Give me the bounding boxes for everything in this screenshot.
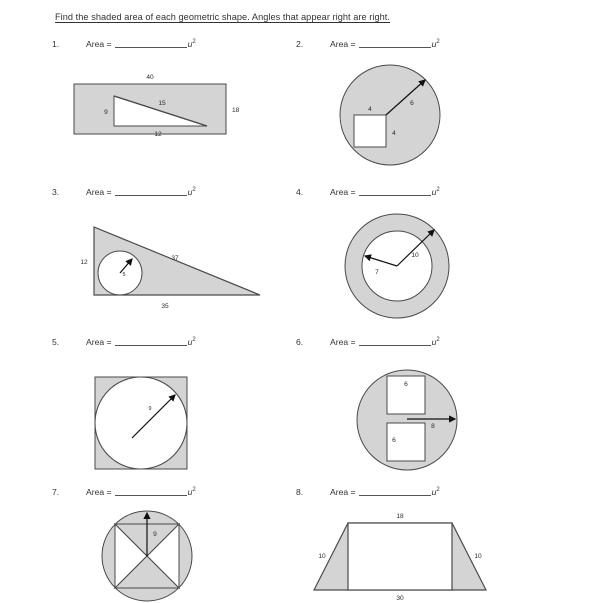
problem-prompt-1 xyxy=(52,38,196,49)
figure-7 xyxy=(85,508,215,603)
label-rect-right-1: 18 xyxy=(232,107,240,114)
problem-number-7: 7. xyxy=(52,487,60,497)
label-radius-6: 8 xyxy=(431,423,435,430)
unit-label-8: u xyxy=(431,487,437,497)
area-label-4: Area = xyxy=(330,187,356,197)
area-label-7: Area = xyxy=(86,487,112,497)
label-square-bottom-6: 6 xyxy=(392,437,396,444)
label-tri-bottom-3: 35 xyxy=(161,303,169,310)
label-inner-radius-4: 7 xyxy=(375,269,379,276)
figure-1 xyxy=(62,62,262,162)
worksheet-instructions: Find the shaded area of each geometric shape. Angles that appear right are right. xyxy=(55,12,391,22)
label-tri-hyp-3: 37 xyxy=(171,255,179,262)
figure-6 xyxy=(345,360,495,480)
unit-label-4: u xyxy=(431,187,437,197)
answer-blank-1[interactable] xyxy=(115,38,187,48)
unit-exponent-1: 2 xyxy=(192,39,196,46)
problem-prompt-5 xyxy=(52,336,196,347)
unit-label-3: u xyxy=(187,187,193,197)
unit-label-1: u xyxy=(187,39,193,49)
square-cutout-2 xyxy=(354,115,386,147)
unit-label-7: u xyxy=(187,487,193,497)
problem-prompt-2 xyxy=(296,38,440,49)
unit-exponent-2: 2 xyxy=(436,39,440,46)
answer-blank-6[interactable] xyxy=(359,336,431,346)
label-square-top-6: 6 xyxy=(404,381,408,388)
unit-exponent-5: 2 xyxy=(192,337,196,344)
label-top-8: 18 xyxy=(396,513,404,520)
label-tri-left-1: 9 xyxy=(104,109,108,116)
label-radius-7: 9 xyxy=(153,531,157,538)
label-circle-radius-3: 5 xyxy=(122,272,126,278)
label-bottom-8: 30 xyxy=(396,595,404,600)
area-label-5: Area = xyxy=(86,337,112,347)
figure-5 xyxy=(80,360,210,475)
problem-prompt-3 xyxy=(52,186,196,197)
problem-prompt-8 xyxy=(296,486,440,497)
label-tri-left-3: 12 xyxy=(80,259,88,266)
label-tri-hyp-1: 15 xyxy=(158,100,166,107)
label-square-top-2: 4 xyxy=(368,106,372,113)
problem-prompt-6 xyxy=(296,336,440,347)
problem-number-6: 6. xyxy=(296,337,304,347)
problem-number-1: 1. xyxy=(52,39,60,49)
area-label-8: Area = xyxy=(330,487,356,497)
unit-exponent-6: 2 xyxy=(436,337,440,344)
label-square-right-2: 4 xyxy=(392,130,396,137)
unit-exponent-7: 2 xyxy=(192,487,196,494)
unit-exponent-4: 2 xyxy=(436,187,440,194)
answer-blank-2[interactable] xyxy=(359,38,431,48)
figure-2 xyxy=(318,60,488,170)
figure-8 xyxy=(300,505,500,600)
answer-blank-5[interactable] xyxy=(115,336,187,346)
answer-blank-8[interactable] xyxy=(359,486,431,496)
label-radius-2: 6 xyxy=(410,100,414,107)
rectangle-cutout-8 xyxy=(348,523,452,590)
area-label-2: Area = xyxy=(330,39,356,49)
label-tri-bottom-1: 12 xyxy=(154,131,162,138)
problem-prompt-7 xyxy=(52,486,196,497)
label-circle-radius-5: 9 xyxy=(148,406,152,412)
problem-number-3: 3. xyxy=(52,187,60,197)
answer-blank-3[interactable] xyxy=(115,186,187,196)
unit-exponent-8: 2 xyxy=(436,487,440,494)
answer-blank-7[interactable] xyxy=(115,486,187,496)
figure-4 xyxy=(335,208,495,323)
area-label-6: Area = xyxy=(330,337,356,347)
circle-cutout-5 xyxy=(95,377,187,469)
unit-label-2: u xyxy=(431,39,437,49)
answer-blank-4[interactable] xyxy=(359,186,431,196)
area-label-1: Area = xyxy=(86,39,112,49)
unit-label-5: u xyxy=(187,337,193,347)
problem-number-4: 4. xyxy=(296,187,304,197)
label-right-leg-8: 10 xyxy=(474,553,482,560)
label-left-leg-8: 10 xyxy=(318,553,326,560)
problem-number-2: 2. xyxy=(296,39,304,49)
label-outer-radius-4: 10 xyxy=(411,252,419,259)
unit-label-6: u xyxy=(431,337,437,347)
problem-number-5: 5. xyxy=(52,337,60,347)
problem-number-8: 8. xyxy=(296,487,304,497)
figure-3 xyxy=(62,210,282,320)
label-rect-top-1: 40 xyxy=(146,74,154,81)
area-label-3: Area = xyxy=(86,187,112,197)
problem-prompt-4 xyxy=(296,186,440,197)
unit-exponent-3: 2 xyxy=(192,187,196,194)
